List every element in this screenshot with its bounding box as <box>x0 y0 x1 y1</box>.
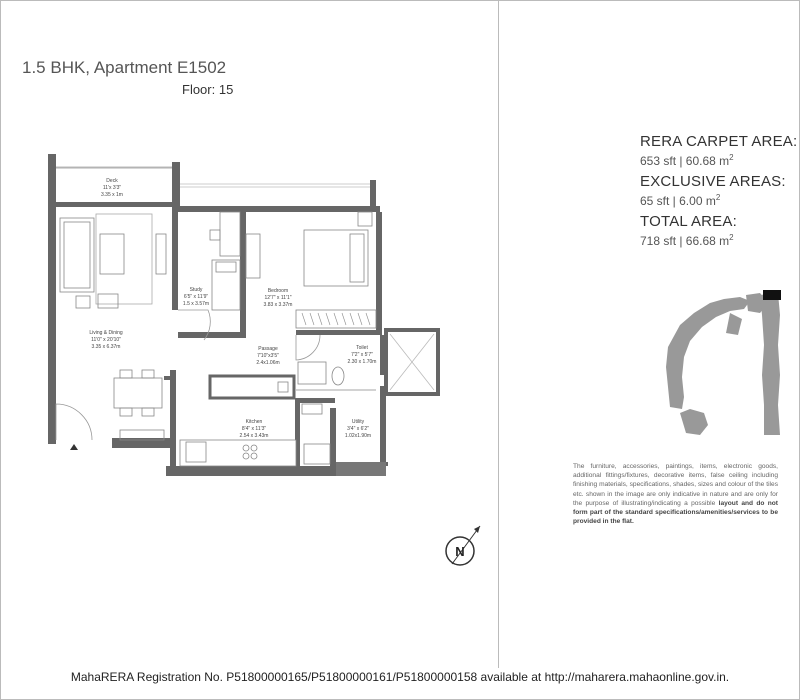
key-plan <box>660 285 790 440</box>
passage-dim-m: 2.4x1.06m <box>256 360 280 366</box>
vertical-divider <box>498 0 499 668</box>
key-plan-highlight <box>763 290 781 300</box>
north-arrowhead-icon <box>474 526 480 533</box>
study-dim-ft: 6'5" x 11'9" <box>183 294 209 300</box>
bedroom-desk <box>246 234 260 278</box>
living-name: Living & Dining <box>89 330 123 336</box>
deck-dim-m: 3.35 x 1m <box>101 192 123 198</box>
dining-table <box>114 378 162 408</box>
study-bed-pillow <box>216 262 236 272</box>
bedroom-dim-m: 3.83 x 3.37m <box>263 302 293 308</box>
utility-dim-ft: 3'4" x 6'2" <box>347 426 369 432</box>
bedroom-name: Bedroom <box>267 288 289 294</box>
page-title: 1.5 BHK, Apartment E1502 <box>22 58 227 77</box>
rera-carpet-label: RERA CARPET AREA: <box>640 133 798 150</box>
bedroom-door <box>296 335 320 360</box>
floor-plan <box>40 150 450 480</box>
deck-dim-ft: 11'x 3'3" <box>102 185 122 191</box>
toilet-dim-m: 2.30 x 1.70m <box>347 359 377 365</box>
bed <box>304 230 368 286</box>
study-chair <box>210 230 220 240</box>
compass-label: N <box>455 544 465 559</box>
disclaimer <box>573 462 778 526</box>
entry-marker <box>70 444 78 450</box>
key-plan-wing-inner-2 <box>726 313 742 335</box>
exterior-band <box>336 462 386 476</box>
disclaimer-text: The furniture, accessories, paintings, items, electronic goods, additional fittings/fixtures, decorative items, false ceiling including finishing materials, specifications, shades, sizes and colour of the tiles etc. shown in the image are only indicative in nature and are only for the purpose of illustrating/indicating a possible <box>573 463 778 507</box>
area-panel <box>640 133 798 253</box>
passage-dim-ft: 7'10"x3'5" <box>257 353 279 359</box>
compass <box>436 520 486 570</box>
sofa <box>60 218 94 292</box>
kitchen-dim-ft: 8'4" x 11'3" <box>241 426 267 432</box>
key-plan-wing-left <box>666 297 750 409</box>
living-dim-ft: 11'0" x 20'10" <box>91 337 121 343</box>
utility-fixture <box>302 404 322 414</box>
side-table <box>76 296 90 308</box>
footer-registration: MahaRERA Registration No. P51800000165/P51800000161/P51800000158 available at http://maharera.mahaonline.gov.in. <box>70 670 730 684</box>
study-name: Study <box>189 287 203 293</box>
shower-tray <box>298 362 326 384</box>
bedside-table <box>358 212 372 226</box>
total-area-value: 718 sft | 66.68 $m^2$ <box>640 233 734 248</box>
bedroom-dim-ft: 12'7" x 11'1" <box>264 295 292 301</box>
bed-pillow <box>350 234 364 282</box>
study-desk <box>220 212 240 256</box>
total-area-label: TOTAL AREA: <box>640 213 737 230</box>
kitchen-dim-m: 2.54 x 3.43m <box>239 433 269 439</box>
study-dim-m: 1.5 x 3.57m <box>182 301 210 307</box>
kitchen-counter-top <box>210 376 294 398</box>
key-plan-wing-right <box>760 293 780 435</box>
floor-label: Floor: 15 <box>182 82 234 97</box>
utility-name: Utility <box>351 419 365 425</box>
rera-carpet-value: 653 sft | 60.68 $m^2$ <box>640 153 734 168</box>
wc <box>332 367 344 385</box>
toilet-dim-ft: 7'2" x 5'7" <box>351 352 373 358</box>
disclaimer-bold: layout and do not form part of the standard specifications/amenities/services to be provided in the flat. <box>573 499 778 526</box>
exclusive-areas-label: EXCLUSIVE AREAS: <box>640 173 786 190</box>
entry-door <box>56 404 92 440</box>
toilet-name: Toilet <box>356 345 368 351</box>
deck-name: Deck <box>106 178 118 184</box>
exclusive-areas-value: 65 sft | 6.00 $m^2$ <box>640 193 721 208</box>
washing-machine <box>304 444 330 464</box>
kitchen-name: Kitchen <box>245 419 263 425</box>
key-plan-wing-inner <box>680 409 708 435</box>
living-dim-m: 3.35 x 6.37m <box>91 344 121 350</box>
tv-unit <box>156 234 166 274</box>
utility-dim-m: 1.02x1.90m <box>344 433 372 439</box>
armchair <box>98 294 118 308</box>
coffee-table <box>100 234 124 274</box>
passage-name: Passage <box>258 346 278 352</box>
